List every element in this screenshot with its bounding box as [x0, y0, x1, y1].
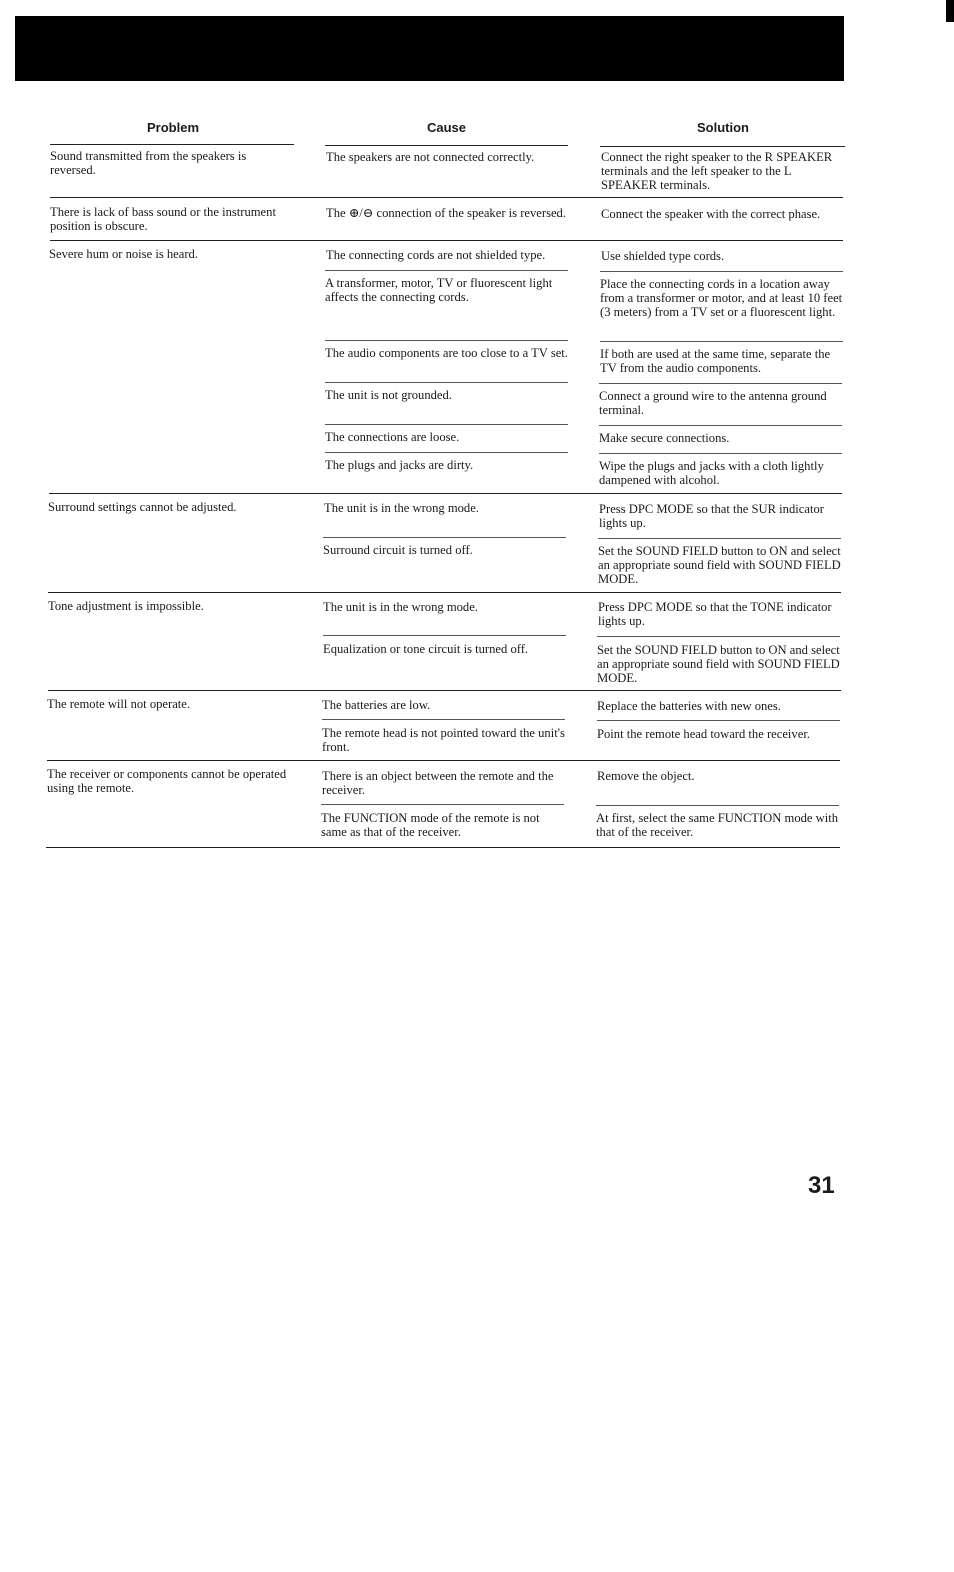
column-header-problem: Problem [146, 120, 199, 135]
row-divider [597, 636, 840, 637]
cause-cell: The batteries are low. [322, 698, 431, 712]
page-number: 31 [808, 1172, 835, 1199]
cause-cell: The unit is in the wrong mode. [324, 501, 479, 515]
row-divider [321, 804, 564, 805]
row-divider [597, 720, 840, 721]
row-divider [596, 805, 839, 806]
solution-cell: Press DPC MODE so that the SUR indicator lights up. [599, 502, 824, 531]
problem-cell: There is lack of bass sound or the instrument position is obscure. [50, 205, 276, 234]
row-divider [323, 635, 566, 636]
solution-cell: Point the remote head toward the receiver. [597, 727, 810, 741]
row-divider [325, 340, 568, 341]
cause-cell: There is an object between the remote and the receiver. [322, 769, 554, 798]
row-divider [599, 383, 842, 384]
solution-cell: Press DPC MODE so that the TONE indicator lights up. [598, 600, 832, 629]
row-divider [325, 452, 568, 453]
solution-cell: Connect the right speaker to the R SPEAKER terminals and the left speaker to the L SPEAKER terminals. [601, 150, 833, 193]
cause-cell: The connections are loose. [325, 430, 460, 444]
row-divider [323, 537, 566, 538]
problem-cell: Surround settings cannot be adjusted. [48, 500, 237, 514]
cause-cell: The connecting cords are not shielded type. [326, 248, 546, 262]
cause-cell: Surround circuit is turned off. [323, 543, 473, 557]
solution-cell: Wipe the plugs and jacks with a cloth lightly dampened with alcohol. [599, 459, 824, 488]
rule [50, 144, 294, 145]
rule [325, 145, 568, 146]
solution-cell: Replace the batteries with new ones. [597, 699, 781, 713]
row-divider [50, 240, 843, 241]
row-divider [600, 341, 843, 342]
row-divider [49, 493, 842, 494]
solution-cell: Remove the object. [597, 769, 695, 783]
row-divider [325, 424, 568, 425]
row-divider [322, 719, 565, 720]
table-bottom-rule [46, 847, 840, 848]
problem-cell: The remote will not operate. [47, 697, 191, 711]
problem-cell: The receiver or components cannot be operated using the remote. [47, 767, 287, 796]
row-divider [48, 690, 841, 691]
cause-cell: The remote head is not pointed toward the unit's front. [322, 726, 565, 755]
cause-cell: The speakers are not connected correctly. [326, 150, 535, 164]
row-divider [325, 382, 568, 383]
solution-cell: Set the SOUND FIELD button to ON and select an appropriate sound field with SOUND FIELD MODE. [597, 643, 840, 686]
rule [600, 146, 845, 147]
cause-cell: The unit is not grounded. [325, 388, 452, 402]
solution-cell: Connect a ground wire to the antenna ground terminal. [599, 389, 827, 418]
solution-cell: Set the SOUND FIELD button to ON and select an appropriate sound field with SOUND FIELD MODE. [598, 544, 841, 587]
solution-cell: Connect the speaker with the correct phase. [601, 207, 821, 221]
problem-cell: Sound transmitted from the speakers is reversed. [50, 149, 247, 178]
row-divider [50, 197, 843, 198]
row-divider [599, 453, 842, 454]
cause-cell: The unit is in the wrong mode. [323, 600, 478, 614]
cause-cell: Equalization or tone circuit is turned off. [323, 642, 529, 656]
cause-cell: The FUNCTION mode of the remote is not same as that of the receiver. [321, 811, 540, 840]
cause-cell: The ⊕/⊖ connection of the speaker is reversed. [326, 206, 567, 220]
solution-cell: If both are used at the same time, separate the TV from the audio components. [600, 347, 831, 376]
header-band [15, 16, 844, 81]
row-divider [325, 270, 568, 271]
solution-cell: Place the connecting cords in a location away from a transformer or motor, and at least 10 feet (3 meters) from a TV set or a fluorescent light. [600, 277, 843, 320]
column-header-cause: Cause [426, 120, 467, 135]
edge-mark [946, 0, 954, 22]
cause-cell: A transformer, motor, TV or fluorescent light affects the connecting cords. [325, 276, 553, 305]
solution-cell: Make secure connections. [599, 431, 730, 445]
cause-cell: The plugs and jacks are dirty. [325, 458, 474, 472]
row-divider [598, 538, 841, 539]
solution-cell: Use shielded type cords. [601, 249, 725, 263]
problem-cell: Severe hum or noise is heard. [49, 247, 198, 261]
row-divider [48, 592, 841, 593]
row-divider [599, 425, 842, 426]
row-divider [47, 760, 840, 761]
column-header-solution: Solution [697, 120, 749, 135]
row-divider [600, 271, 843, 272]
solution-cell: At first, select the same FUNCTION mode with that of the receiver. [596, 811, 839, 840]
problem-cell: Tone adjustment is impossible. [48, 599, 204, 613]
cause-cell: The audio components are too close to a TV set. [325, 346, 568, 360]
